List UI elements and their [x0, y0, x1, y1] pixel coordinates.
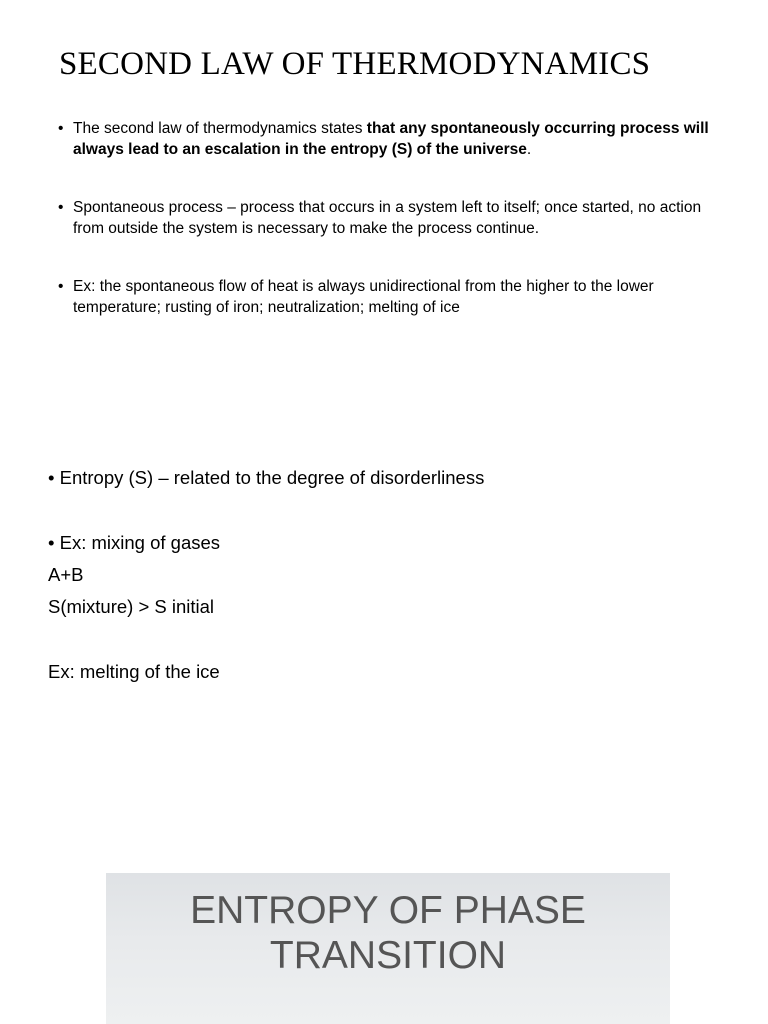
bullet-second-law: [58, 118, 718, 160]
entropy-definition: • Entropy (S) – related to the degree of disorderliness: [48, 467, 485, 488]
next-slide-title-line1: ENTROPY OF PHASE: [190, 889, 586, 932]
bullet-dot: •: [58, 278, 64, 295]
formula-a-plus-b: A+B: [48, 564, 84, 585]
entropy-notes: [48, 462, 728, 688]
next-slide-title: [106, 888, 670, 978]
example-melting-ice: Ex: melting of the ice: [48, 661, 220, 682]
next-slide-title-line2: TRANSITION: [269, 934, 507, 977]
bullet-spontaneous-process: [58, 197, 718, 239]
bullet-examples: [58, 276, 718, 318]
bullet-list: [58, 118, 718, 355]
bullet-text-bold: that any spontaneously occurring process will always lead to an escalation in the entropy (S) of the universe: [73, 120, 709, 158]
bullet-text-intro: The second law of thermodynamics states: [73, 120, 367, 137]
bullet-dot: •: [58, 120, 64, 137]
bullet-dot: •: [58, 199, 64, 216]
example-mixing-gases: • Ex: mixing of gases: [48, 532, 221, 553]
page-title: SECOND LAW OF THERMODYNAMICS: [59, 46, 651, 82]
bullet-text-end: .: [526, 141, 532, 158]
bullet-text: Ex: the spontaneous flow of heat is always unidirectional from the higher to the lower temperature; rusting of iron; neutralization; melting of ice: [73, 278, 654, 316]
next-slide-preview: [106, 873, 670, 1024]
bullet-text: Spontaneous process – process that occurs in a system left to itself; once started, no action from outside the system is necessary to make the process continue.: [73, 199, 702, 237]
formula-mixture: S(mixture) > S initial: [48, 596, 215, 617]
